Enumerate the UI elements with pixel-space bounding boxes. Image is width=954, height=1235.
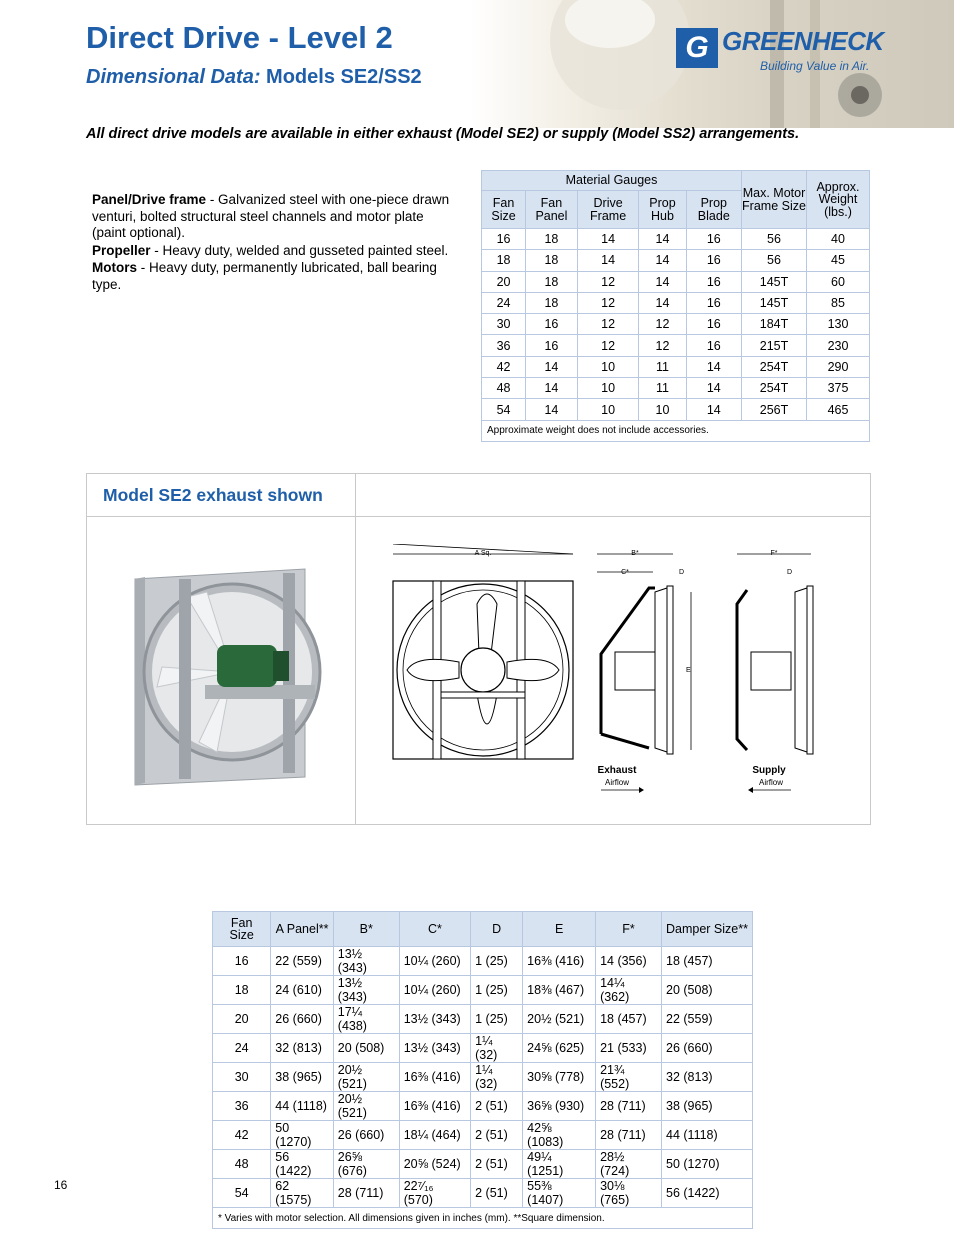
table-cell: 13½ (343) [399,1034,470,1063]
table-cell: 12 [577,271,639,292]
table-cell: 49¼ (1251) [523,1150,596,1179]
table-cell: 56 (1422) [662,1179,753,1208]
table-cell: 26 (660) [662,1034,753,1063]
table-cell: 16 [686,229,741,250]
table-cell: 20½ (521) [523,1005,596,1034]
label-d: D [679,569,685,576]
table-cell: 36 [213,1092,271,1121]
table-cell: 24 [213,1034,271,1063]
product-photo-cell [87,517,356,824]
table-cell: 42 [482,356,526,377]
desc-term: Panel/Drive frame [92,192,207,207]
table-row [213,1005,753,1034]
table-row [482,378,870,399]
table-cell: 24 (610) [271,976,333,1005]
dim-table-note: * Varies with motor selection. All dimensions given in inches (mm). **Square dimension. [213,1208,753,1229]
table-cell: 254T [742,378,807,399]
table-cell: 18⅜ (467) [523,976,596,1005]
table-cell: 18 [526,229,578,250]
table-cell: 20½ (521) [333,1092,399,1121]
desc-text: - Heavy duty, welded and gusseted painted steel. [150,242,449,258]
table-cell: 55⅜ (1407) [523,1179,596,1208]
table-cell: 56 (1422) [271,1150,333,1179]
table-cell: 42⅝ (1083) [523,1121,596,1150]
table-row [482,250,870,271]
page-title: Direct Drive - Level 2 [86,20,393,55]
table-cell: 14 [639,292,686,313]
table-cell: 18 [526,250,578,271]
table-cell: 21 (533) [596,1034,662,1063]
dim-col-header: F* [596,912,662,947]
table-cell: 60 [807,271,870,292]
table-cell: 12 [577,335,639,356]
table-cell: 1 (25) [471,1005,523,1034]
table-cell: 16⅜ (416) [399,1092,470,1121]
table-cell: 32 (813) [662,1063,753,1092]
table-cell: 215T [742,335,807,356]
table-row [482,335,870,356]
table-cell: 22⁷⁄₁₆ (570) [399,1179,470,1208]
table-cell: 10 [577,399,639,420]
desc-term: Propeller [92,242,151,258]
table-cell: 16 [526,314,578,335]
supply-airflow-label: Airflow [758,778,784,787]
table-cell: 14¼ (362) [596,976,662,1005]
table-cell: 20½ (521) [333,1063,399,1092]
label-b: B* [631,550,639,557]
table-cell: 11 [639,356,686,377]
table-cell: 10 [577,378,639,399]
table-cell: 130 [807,314,870,335]
table-cell: 56 [742,250,807,271]
table-cell: 11 [639,378,686,399]
table-cell: 85 [807,292,870,313]
table-cell: 375 [807,378,870,399]
page-number: 16 [54,1178,68,1192]
table-cell: 40 [807,229,870,250]
table-cell: 28 (711) [596,1092,662,1121]
figure-heading-cell [87,474,356,517]
exhaust-label: Exhaust [597,765,637,776]
table-cell: 145T [742,271,807,292]
table-cell: 62 (1575) [271,1179,333,1208]
table-cell: 18 [526,292,578,313]
dim-col-header: C* [399,912,470,947]
label-c: C* [621,569,629,576]
table-cell: 256T [742,399,807,420]
table-cell: 24⅝ (625) [523,1034,596,1063]
col-prop-blade: Prop Blade [686,191,741,229]
table-cell: 16 [213,947,271,976]
material-gauges-header: Material Gauges [482,171,742,191]
subtitle-italic: Dimensional Data: [86,66,261,88]
table-cell: 22 (559) [662,1005,753,1034]
table-row [482,292,870,313]
table-cell: 48 [213,1150,271,1179]
table-row [213,947,753,976]
dimension-table [212,911,753,1229]
figure-heading-blank [356,474,870,517]
table-cell: 30⅝ (778) [523,1063,596,1092]
table-cell: 16 [686,335,741,356]
table-cell: 13½ (343) [333,976,399,1005]
table-cell: 48 [482,378,526,399]
table-cell: 184T [742,314,807,335]
page-subtitle [86,66,422,89]
table-cell: 16⅜ (416) [399,1063,470,1092]
table-cell: 1¼ (32) [471,1034,523,1063]
table-cell: 18 (457) [596,1005,662,1034]
table-cell: 10 [577,356,639,377]
table-cell: 2 (51) [471,1121,523,1150]
table-cell: 18 [482,250,526,271]
dim-col-header: B* [333,912,399,947]
col-drive-frame: Drive Frame [577,191,639,229]
table-cell: 44 (1118) [662,1121,753,1150]
table-cell: 50 (1270) [662,1150,753,1179]
table-cell: 56 [742,229,807,250]
fan-product-photo [87,517,355,823]
table-cell: 42 [213,1121,271,1150]
table-cell: 20 (508) [662,976,753,1005]
desc-motors [92,260,452,293]
table-cell: 14 [686,378,741,399]
table-cell: 18 [526,271,578,292]
table-cell: 16 [686,250,741,271]
table-row [482,314,870,335]
dim-col-header: Fan Size [213,912,271,947]
logo-wordmark: GREENHECK [722,26,884,56]
table-cell: 24 [482,292,526,313]
col-fan-panel: Fan Panel [526,191,578,229]
subtitle-models: Models SE2/SS2 [266,66,422,88]
desc-panel-drive [92,192,452,242]
table-cell: 290 [807,356,870,377]
table-cell: 14 [639,250,686,271]
table-cell: 14 [686,356,741,377]
table-cell: 12 [639,335,686,356]
greenheck-logo [676,26,884,78]
table-cell: 38 (965) [662,1092,753,1121]
table-cell: 54 [213,1179,271,1208]
table-cell: 14 [526,399,578,420]
table-cell: 12 [577,292,639,313]
table-cell: 10¼ (260) [399,947,470,976]
table-cell: 10¼ (260) [399,976,470,1005]
table-cell: 145T [742,292,807,313]
table-cell: 14 [639,229,686,250]
table-cell: 21¾ (552) [596,1063,662,1092]
table-cell: 28½ (724) [596,1150,662,1179]
table-cell: 20 [482,271,526,292]
label-d-supply: D [787,569,793,576]
table-cell: 26 (660) [271,1005,333,1034]
table-cell: 12 [577,314,639,335]
max-motor-header: Max. Motor Frame Size [742,171,807,229]
label-e: E [686,667,691,674]
table-cell: 2 (51) [471,1179,523,1208]
dim-col-header: E [523,912,596,947]
table-cell: 14 [526,378,578,399]
table-cell: 14 (356) [596,947,662,976]
table-cell: 18¼ (464) [399,1121,470,1150]
table-cell: 1 (25) [471,947,523,976]
table-cell: 16 [686,271,741,292]
table-cell: 18 [213,976,271,1005]
table-cell: 18 (457) [662,947,753,976]
table-cell: 38 (965) [271,1063,333,1092]
table-cell: 54 [482,399,526,420]
table-cell: 14 [686,399,741,420]
desc-text: - Galvanized steel with one-piece drawn venturi, bolted structural steel channels and motor plate (paint optional). [92,192,450,240]
table-cell: 2 (51) [471,1092,523,1121]
logo-tagline: Building Value in Air. [760,59,870,73]
supply-label: Supply [752,765,786,776]
table-cell: 36 [482,335,526,356]
table-cell: 16 [482,229,526,250]
figure-heading: Model SE2 exhaust shown [103,485,323,505]
gauge-table-note: Approximate weight does not include accessories. [482,420,870,441]
weight-header: Approx. Weight (lbs.) [807,171,870,229]
table-cell: 20 (508) [333,1034,399,1063]
table-row [482,271,870,292]
table-cell: 20⅝ (524) [399,1150,470,1179]
desc-text: - Heavy duty, permanently lubricated, ball bearing type. [92,260,437,292]
table-row [482,229,870,250]
col-fan-size: Fan Size [482,191,526,229]
intro-text: All direct drive models are available in either exhaust (Model SE2) or supply (Model SS2) arrangements. [86,126,800,142]
table-cell: 465 [807,399,870,420]
table-cell: 30 [482,314,526,335]
table-cell: 14 [577,250,639,271]
label-a-sq: A Sq. [474,550,492,557]
table-cell: 13½ (343) [399,1005,470,1034]
desc-term: Motors [92,260,137,275]
table-cell: 12 [639,314,686,335]
exhaust-airflow-label: Airflow [604,778,630,787]
table-row [213,1121,753,1150]
dim-col-header: A Panel** [271,912,333,947]
table-cell: 14 [639,271,686,292]
table-row [213,1034,753,1063]
table-cell: 22 (559) [271,947,333,976]
table-cell: 44 (1118) [271,1092,333,1121]
table-cell: 30⅛ (765) [596,1179,662,1208]
table-cell: 32 (813) [271,1034,333,1063]
table-row [482,356,870,377]
desc-propeller [92,243,452,260]
table-cell: 26⅝ (676) [333,1150,399,1179]
table-cell: 16⅜ (416) [523,947,596,976]
dimension-drawings [387,544,867,804]
table-cell: 28 (711) [596,1121,662,1150]
table-cell: 1¼ (32) [471,1063,523,1092]
col-prop-hub: Prop Hub [639,191,686,229]
table-cell: 16 [686,292,741,313]
material-gauge-table [481,170,870,442]
table-cell: 45 [807,250,870,271]
table-cell: 30 [213,1063,271,1092]
figure-panel [86,473,871,825]
table-cell: 230 [807,335,870,356]
table-cell: 2 (51) [471,1150,523,1179]
table-cell: 16 [686,314,741,335]
table-row [482,399,870,420]
table-cell: 14 [577,229,639,250]
table-row [213,1092,753,1121]
table-cell: 254T [742,356,807,377]
table-cell: 10 [639,399,686,420]
table-row [213,1179,753,1208]
table-cell: 1 (25) [471,976,523,1005]
dim-col-header: D [471,912,523,947]
table-cell: 17¼ (438) [333,1005,399,1034]
table-row [213,1063,753,1092]
table-cell: 14 [526,356,578,377]
table-row [213,976,753,1005]
table-cell: 36⅝ (930) [523,1092,596,1121]
label-f: F* [770,550,778,557]
logo-mark: G [676,28,718,68]
table-cell: 20 [213,1005,271,1034]
table-row [213,1150,753,1179]
table-cell: 13½ (343) [333,947,399,976]
table-cell: 50 (1270) [271,1121,333,1150]
table-cell: 26 (660) [333,1121,399,1150]
dim-col-header: Damper Size** [662,912,753,947]
product-description [92,192,452,294]
table-cell: 16 [526,335,578,356]
table-cell: 28 (711) [333,1179,399,1208]
